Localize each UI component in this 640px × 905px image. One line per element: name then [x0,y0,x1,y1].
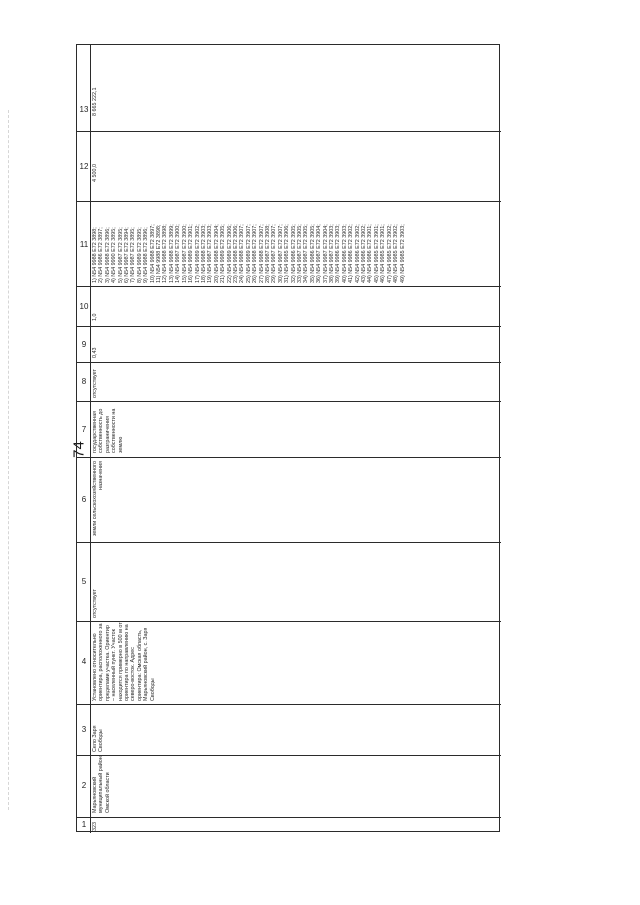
land-plot-table [76,44,500,832]
coordinate-point: 29) N54 9987 E72 3907; [271,224,278,283]
row-line [77,401,501,402]
coordinate-point: 42) N54 9986 E72 3902; [354,224,361,283]
coordinate-point: 4) N54 9990 E72 3895; [111,227,118,283]
cell-area: 4 500,0 [92,164,98,182]
coordinate-point: 23) N54 9988 E72 3906; [232,224,239,283]
coordinate-point: 39) N54 9986 E72 3903; [335,224,342,283]
coordinate-point: 15) N54 9987 E72 3900; [181,224,188,283]
column-number-12: 12 [79,162,89,171]
column-number-2: 2 [81,781,87,790]
coordinate-point: 20) N54 9988 E72 3904; [213,224,220,283]
row-line [77,326,501,327]
row-line [77,542,501,543]
cell-row-number: 323 [92,822,98,831]
column-number-10: 10 [79,302,89,311]
coordinate-point: 11) N54 9988 E72 3898; [156,224,163,283]
row-line [77,755,501,756]
coordinate-point: 26) N54 9988 E72 3907; [252,224,259,283]
cell-ownership: государственная собственность до разграничения собственности на землю [92,408,124,453]
coordinate-point: 46) N54 9985 E72 3901; [380,224,387,283]
column-number-9: 9 [81,340,87,349]
coordinate-point: 33) N54 9987 E72 3905; [297,224,303,283]
row-line [77,201,501,202]
coordinate-point: 38) N54 9987 E72 3903; [329,224,336,283]
column-number-7: 7 [81,425,87,434]
coordinate-point: 16) N54 9989 E72 3901; [188,224,195,283]
coordinate-point: 1) N54 9988 E72 3898; [92,227,98,283]
row-line [77,286,501,287]
coordinate-point: 19) N54 9987 E72 3903; [207,224,214,283]
coordinate-point: 7) N54 9987 E72 3895; [130,227,137,283]
cell-encumbrance: отсутствует [92,369,98,398]
coordinate-point: 27) N54 9988 E72 3907; [258,224,265,283]
coordinate-point: 12) N54 9988 E72 3898; [162,224,169,283]
column-number-13: 13 [79,105,89,114]
cell-settlement: Село Заря Свободы [92,725,105,752]
coordinate-point: 48) N54 9985 E72 3902; [393,224,400,283]
row-line [77,131,501,132]
coordinate-point: 13) N54 9988 E72 3899; [168,224,175,283]
scan-edge-mark [8,110,10,810]
row-line [77,362,501,363]
cell-coefficient: 1,0 [92,313,98,321]
coordinate-point: 3) N54 9988 E72 3896; [104,227,111,283]
coordinate-point: 10) N54 9988 E72 3897; [149,224,156,283]
column-number-8: 8 [81,377,87,386]
coordinate-point: 21) N54 9989 E72 3905; [220,224,227,283]
cell-cadastral-number: отсутствует [92,589,98,618]
row-line [77,704,501,705]
coordinate-point: 8) N54 9989 E72 3895; [136,227,143,283]
coordinate-point: 2) N54 9986 E72 3897; [98,227,105,283]
coordinate-point: 41) N54 9986 E72 3902; [348,224,355,283]
coordinate-point: 47) N54 9985 E72 3902; [386,224,393,283]
column-number-3: 3 [81,725,87,734]
page-number: 74 [70,441,88,458]
coordinate-point: 9) N54 9988 E72 3896; [143,227,150,283]
cell-share: 0,43 [92,347,98,358]
cell-land-category: земли сельскохозяйственного назначения [92,461,105,537]
coordinate-point: 24) N54 9988 E72 3907; [239,224,246,283]
coordinate-point: 36) N54 9987 E72 3904; [316,224,323,283]
cell-location-description: Установлено относительно ориентира, расположенного за пределами участка. Ориентир – населенный пункт. Участок находится примерно в 500 м от ориентира по направлению на северо-восток. Адрес ориентира: Омская область, Марьяновский район, с. Заря Свободы [92,622,156,701]
coordinate-point: 40) N54 9986 E72 3903; [341,224,348,283]
coordinate-point: 31) N54 9985 E72 3906; [284,224,291,283]
coordinate-point: 37) N54 9987 E72 3904; [322,224,329,283]
column-number-11: 11 [79,240,89,249]
column-number-6: 6 [81,495,87,504]
coordinate-point: 17) N54 9989 E72 3902; [194,224,201,283]
coordinate-point: 6) N54 9987 E72 3894; [124,227,131,283]
column-number-5: 5 [81,577,87,586]
cell-coordinates [92,207,406,283]
coordinate-point: 45) N54 9985 E72 3901; [373,224,380,283]
coordinate-point: 18) N54 9988 E72 3903; [200,224,207,283]
coordinate-point: 44) N54 9986 E72 3901; [367,224,374,283]
column-number-1: 1 [81,820,87,829]
coordinate-point: 25) N54 9989 E72 3907; [245,224,252,283]
row-line [77,817,501,818]
column-number-4: 4 [81,657,87,666]
coordinate-point: 35) N54 9986 E72 3905; [309,224,316,283]
coordinate-point: 34) N54 9987 E72 3905; [303,224,310,283]
cell-cadastral-value: 8 665 222,1 [92,87,98,116]
coordinate-point: 32) N54 9986 E72 3905; [290,224,297,283]
row-line [77,457,501,458]
coordinate-point: 22) N54 9989 E72 3906; [226,224,233,283]
coordinate-point: 49) N54 9985 E72 3903; [399,224,406,283]
coordinate-point: 30) N54 9987 E72 3907; [277,224,284,283]
coordinate-point: 5) N54 9987 E72 3895; [117,227,124,283]
coordinate-point: 28) N54 9987 E72 3908; [264,224,271,283]
cell-district: Марьяновский муниципальный район Омской области [92,756,111,813]
coordinate-point: 43) N54 9986 E72 3902; [361,224,368,283]
coordinate-point: 14) N54 9987 E72 3900; [175,224,182,283]
